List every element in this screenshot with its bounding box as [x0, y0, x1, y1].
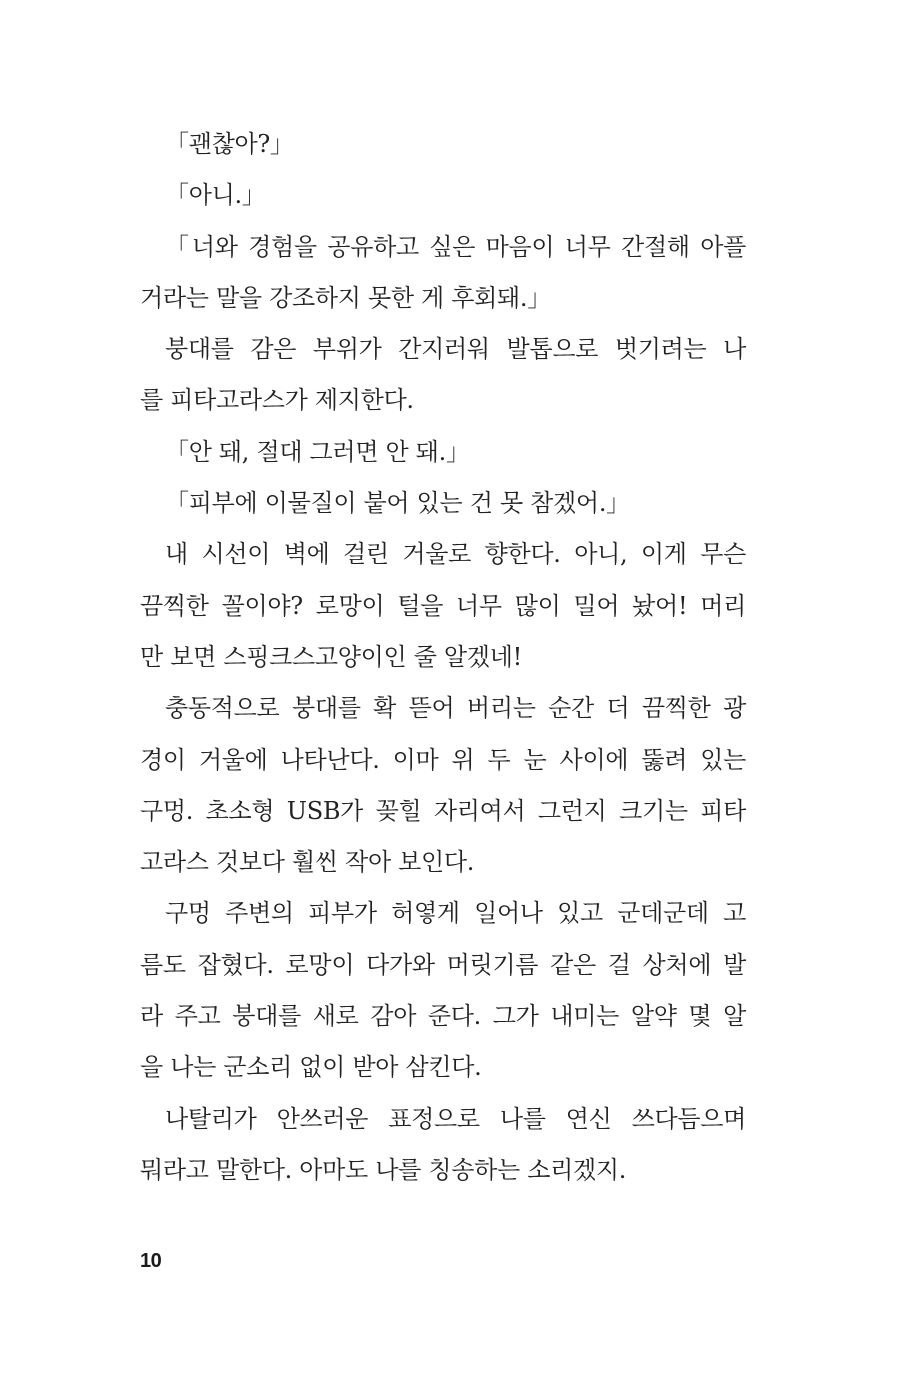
text-line: 「안 돼, 절대 그러면 안 돼.」 — [165, 437, 470, 466]
text-line: 만 보면 스핑크스고양이인 줄 알겠네! — [140, 642, 522, 671]
text-line: 구멍. 초소형 USB가 꽂힐 자리여서 그런지 크기는 피타 — [140, 796, 746, 825]
text-line: 충동적으로 붕대를 확 뜯어 버리는 순간 더 끔찍한 광 — [165, 694, 746, 723]
text-line: 「너와 경험을 공유하고 싶은 마음이 너무 간절해 아플 — [165, 232, 746, 261]
page-number: 10 — [140, 1250, 162, 1272]
text-line: 을 나는 군소리 없이 받아 삼킨다. — [140, 1053, 482, 1082]
text-line: 름도 잡혔다. 로망이 다가와 머릿기름 같은 걸 상처에 발 — [140, 950, 746, 979]
text-line: 내 시선이 벽에 걸린 거울로 향한다. 아니, 이게 무슨 — [165, 540, 746, 569]
text-line: 거라는 말을 강조하지 못한 게 후회돼.」 — [140, 283, 551, 312]
text-line: 를 피타고라스가 제지한다. — [140, 386, 414, 415]
body-text — [140, 119, 746, 1196]
text-line: 뭐라고 말한다. 아마도 나를 칭송하는 소리겠지. — [140, 1155, 627, 1184]
text-line: 경이 거울에 나타난다. 이마 위 두 눈 사이에 뚫려 있는 — [140, 745, 746, 774]
text-line: 끔찍한 꼴이야? 로망이 털을 너무 많이 밀어 놨어! 머리 — [140, 591, 746, 620]
text-line: 고라스 것보다 훨씬 작아 보인다. — [140, 848, 475, 877]
text-line: 「피부에 이물질이 붙어 있는 건 못 참겠어.」 — [165, 489, 630, 518]
text-line: 붕대를 감은 부위가 간지러워 발톱으로 벗기려는 나 — [165, 335, 746, 364]
text-line: 구멍 주변의 피부가 허옇게 일어나 있고 군데군데 고 — [165, 899, 746, 928]
text-line: 라 주고 붕대를 새로 감아 준다. 그가 내미는 알약 몇 알 — [140, 1002, 746, 1031]
text-line: 「아니.」 — [165, 181, 266, 210]
text-line: 「괜찮아?」 — [165, 130, 294, 158]
text-line: 나탈리가 안쓰러운 표정으로 나를 연신 쓰다듬으며 — [165, 1104, 746, 1133]
